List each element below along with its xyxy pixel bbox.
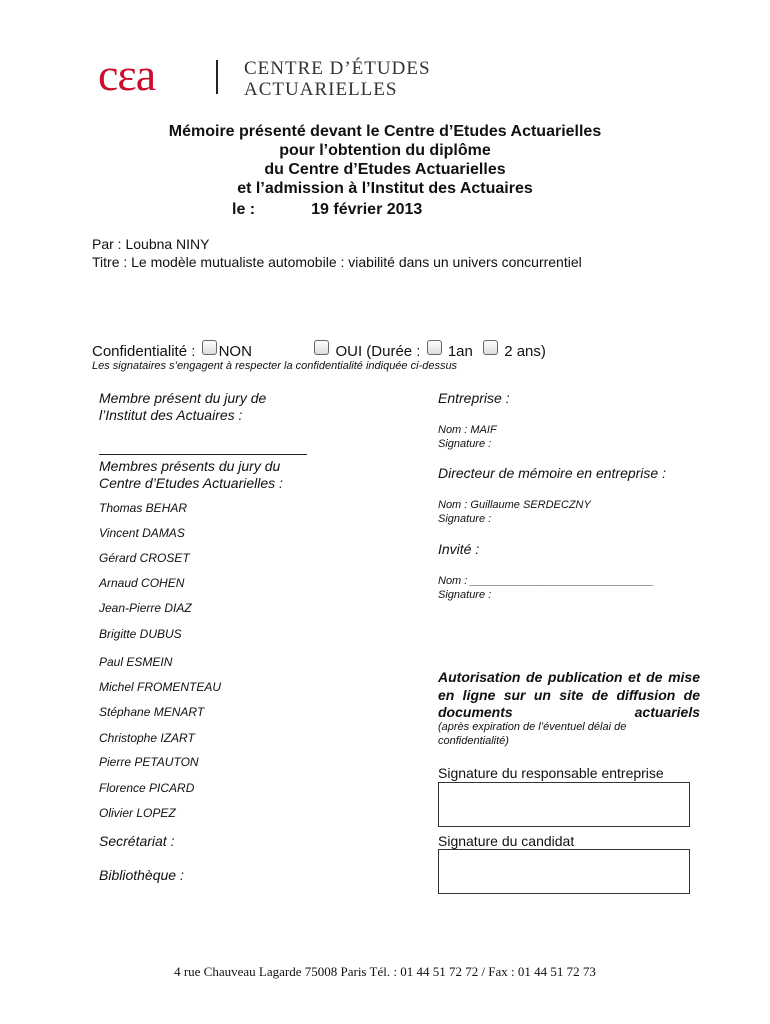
- title-line3: du Centre d’Etudes Actuarielles: [264, 161, 506, 178]
- jury-member: Christophe IZART: [99, 731, 195, 745]
- logo-name-line1: CENTRE D’ÉTUDES: [244, 58, 431, 79]
- directeur-name: Nom : Guillaume SERDECZNY: [438, 499, 591, 511]
- centre-jury-line2: Centre d’Etudes Actuarielles :: [99, 475, 283, 491]
- confidentiality-note: Les signataires s’engagent à respecter la confidentialité indiquée ci-dessus: [92, 360, 458, 372]
- responsable-signature-box[interactable]: [438, 782, 690, 827]
- title-line2: pour l’obtention du diplôme: [279, 142, 491, 159]
- jury-member: Thomas BEHAR: [99, 501, 188, 515]
- cea-logo-name: [244, 58, 431, 100]
- 1an-checkbox[interactable]: [427, 340, 442, 355]
- 2ans-label: 2 ans): [504, 343, 546, 360]
- confidentiality-label: Confidentialité :: [92, 343, 196, 360]
- entreprise-block: [438, 423, 497, 451]
- jury-member: Olivier LOPEZ: [99, 806, 176, 820]
- invite-signature: Signature :: [438, 589, 492, 601]
- jury-member: Brigitte DUBUS: [99, 627, 182, 641]
- entreprise-name: Nom : MAIF: [438, 424, 497, 436]
- publication-authorization-note: (après expiration de l’éventuel délai de confidentialité): [438, 721, 627, 747]
- jury-member: Arnaud COHEN: [99, 576, 185, 590]
- jury-member: Michel FROMENTEAU: [99, 680, 222, 694]
- subject-line: Titre : Le modèle mutualiste automobile : viabilité dans un univers concurrentiel: [92, 254, 582, 270]
- document-title: [0, 122, 770, 198]
- directeur-block: [438, 498, 591, 526]
- centre-jury-line1: Membres présents du jury du: [99, 458, 281, 474]
- candidat-signature-box[interactable]: [438, 849, 690, 894]
- invite-heading: Invité :: [438, 541, 480, 557]
- candidat-signature-label: Signature du candidat: [438, 833, 575, 849]
- directeur-heading: Directeur de mémoire en entreprise :: [438, 465, 666, 481]
- 1an-label: 1an: [447, 343, 473, 360]
- jury-member: Florence PICARD: [99, 781, 195, 795]
- jury-member: Jean-Pierre DIAZ: [99, 601, 192, 615]
- jury-member: Vincent DAMAS: [99, 526, 185, 540]
- entreprise-signature: Signature :: [438, 438, 492, 450]
- publication-authorization-title: Autorisation de publication et de mise en ligne sur un site de diffusion de documents actuariels: [438, 669, 700, 720]
- logo-separator: [216, 60, 218, 94]
- oui-checkbox[interactable]: [314, 340, 329, 355]
- date-value: 19 février 2013: [311, 201, 423, 218]
- invite-name: Nom : ______________________________: [438, 575, 654, 587]
- bibliotheque-label: Bibliothèque :: [99, 867, 184, 883]
- non-checkbox[interactable]: [202, 340, 217, 355]
- jury-member: Paul ESMEIN: [99, 655, 173, 669]
- title-line4: et l’admission à l’Institut des Actuaires: [237, 180, 533, 197]
- invite-block: [438, 574, 654, 602]
- title-line1: Mémoire présenté devant le Centre d’Etudes Actuarielles: [168, 123, 602, 140]
- non-label: NON: [218, 343, 252, 360]
- logo-name-line2: ACTUARIELLES: [244, 79, 398, 100]
- oui-label: OUI (Durée :: [335, 343, 421, 360]
- signature-rule: [99, 454, 307, 455]
- institut-jury-line1: Membre présent du jury de: [99, 390, 267, 406]
- directeur-signature: Signature :: [438, 513, 492, 525]
- 2ans-checkbox[interactable]: [483, 340, 498, 355]
- institut-jury-line2: l’Institut des Actuaires :: [99, 407, 243, 423]
- defense-date: [232, 201, 422, 219]
- date-label: le :: [232, 201, 256, 218]
- centre-jury-heading: [99, 458, 283, 492]
- institut-jury-heading: [99, 390, 266, 424]
- author-line: Par : Loubna NINY: [92, 236, 210, 252]
- footer-address: 4 rue Chauveau Lagarde 75008 Paris Tél. : 01 44 51 72 72 / Fax : 01 44 51 72 73: [174, 964, 596, 979]
- jury-member: Stéphane MENART: [99, 705, 205, 719]
- entreprise-heading: Entreprise :: [438, 390, 510, 406]
- confidentiality-row: [92, 340, 546, 360]
- jury-member: Pierre PETAUTON: [99, 755, 199, 769]
- secretariat-label: Secrétariat :: [99, 833, 175, 849]
- responsable-signature-label: Signature du responsable entreprise: [438, 765, 664, 781]
- cea-logo-mark: cɛa: [98, 49, 156, 100]
- jury-member: Gérard CROSET: [99, 551, 190, 565]
